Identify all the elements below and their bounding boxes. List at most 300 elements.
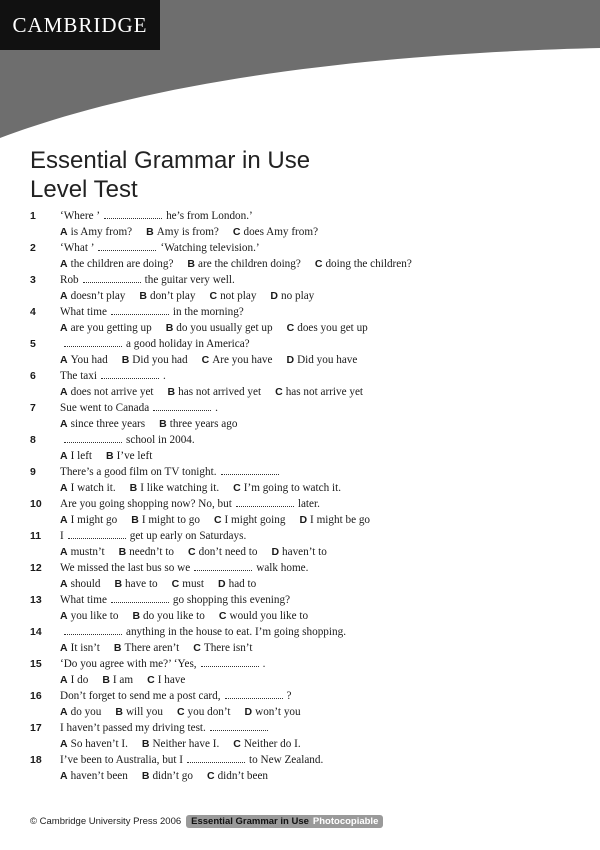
answer-option bbox=[218, 578, 256, 590]
option-letter: B bbox=[139, 290, 147, 302]
stem-before-text: I haven’t passed my driving test. bbox=[60, 722, 206, 734]
stem-before-text: What time bbox=[60, 594, 107, 606]
option-letter: D bbox=[271, 546, 280, 558]
answer-option bbox=[245, 706, 301, 718]
answer-option bbox=[233, 482, 341, 494]
answer-options bbox=[60, 449, 166, 463]
answer-option bbox=[207, 770, 268, 782]
option-letter: A bbox=[60, 322, 68, 334]
question-number: 14 bbox=[30, 626, 42, 638]
answer-option bbox=[114, 578, 157, 590]
option-text: you don’t bbox=[187, 706, 231, 718]
answer-options bbox=[60, 513, 384, 527]
answer-option bbox=[60, 674, 88, 686]
question-number: 13 bbox=[30, 594, 42, 606]
stem-before-text: Rob bbox=[60, 274, 79, 286]
option-text: three years ago bbox=[169, 418, 238, 430]
answer-blank bbox=[64, 338, 122, 347]
answer-option bbox=[60, 258, 173, 270]
answer-options bbox=[60, 705, 315, 719]
option-letter: B bbox=[167, 386, 176, 398]
option-letter: C bbox=[176, 706, 185, 718]
stem-before-text: ‘Where ’ bbox=[60, 210, 101, 222]
answer-option bbox=[60, 642, 100, 654]
option-letter: D bbox=[244, 706, 253, 718]
answer-option bbox=[168, 386, 262, 398]
stem-before-text: Are you going shopping now? No, but bbox=[60, 498, 232, 510]
option-letter: A bbox=[60, 578, 68, 590]
option-text: would you like to bbox=[229, 610, 309, 622]
question-stem bbox=[60, 753, 323, 767]
option-letter: A bbox=[60, 258, 68, 270]
question-stem bbox=[60, 625, 346, 639]
question-number: 10 bbox=[30, 498, 42, 510]
option-letter: B bbox=[102, 674, 110, 686]
option-letter: B bbox=[114, 578, 123, 590]
question-number: 18 bbox=[30, 754, 42, 766]
option-text: I’ve left bbox=[116, 450, 153, 462]
question-item bbox=[30, 401, 570, 433]
option-letter: A bbox=[60, 642, 68, 654]
question-item bbox=[30, 753, 570, 785]
answer-option bbox=[166, 322, 273, 334]
question-stem bbox=[60, 241, 260, 255]
question-number: 17 bbox=[30, 722, 42, 734]
stem-before-text: I bbox=[60, 530, 64, 542]
stem-after-text: in the morning? bbox=[172, 306, 244, 318]
option-letter: C bbox=[209, 290, 218, 302]
option-letter: B bbox=[141, 738, 150, 750]
option-text: I might go bbox=[70, 514, 118, 526]
option-letter: B bbox=[187, 258, 196, 270]
option-letter: B bbox=[146, 226, 154, 238]
stem-before-text: I’ve been to Australia, but I bbox=[60, 754, 184, 766]
question-number: 2 bbox=[30, 242, 36, 254]
option-letter: B bbox=[118, 546, 127, 558]
option-text: are you getting up bbox=[70, 322, 152, 334]
footer bbox=[30, 814, 383, 828]
question-item bbox=[30, 241, 570, 273]
answer-blank bbox=[210, 722, 268, 731]
option-text: you like to bbox=[70, 610, 119, 622]
option-letter: C bbox=[286, 322, 295, 334]
option-letter: C bbox=[233, 738, 241, 750]
option-text: have to bbox=[125, 578, 158, 590]
option-text: I do bbox=[70, 674, 89, 686]
stem-after-text: he’s from London.’ bbox=[166, 210, 253, 222]
question-stem bbox=[60, 305, 244, 319]
answer-blank bbox=[68, 530, 126, 539]
option-text: I like watching it. bbox=[140, 482, 220, 494]
stem-before-text: What time bbox=[60, 306, 107, 318]
option-letter: A bbox=[60, 354, 68, 366]
answer-option bbox=[271, 546, 326, 558]
option-text: There aren’t bbox=[124, 642, 180, 654]
option-text: had to bbox=[228, 578, 257, 590]
option-text: are the children doing? bbox=[198, 258, 301, 270]
option-text: I might going bbox=[224, 514, 286, 526]
answer-blank bbox=[221, 466, 279, 475]
answer-options bbox=[60, 673, 199, 687]
answer-blank bbox=[111, 594, 169, 603]
option-letter: C bbox=[233, 482, 241, 494]
option-text: don’t need to bbox=[198, 546, 258, 558]
answer-option bbox=[275, 386, 363, 398]
option-text: I left bbox=[70, 450, 93, 462]
stem-before-text: ‘Do you agree with me?’ ‘Yes, bbox=[60, 658, 197, 670]
option-letter: A bbox=[60, 610, 68, 622]
answer-option bbox=[60, 514, 117, 526]
answer-option bbox=[214, 514, 286, 526]
question-number: 1 bbox=[30, 210, 36, 222]
option-text: will you bbox=[125, 706, 163, 718]
option-letter: C bbox=[218, 610, 227, 622]
question-stem bbox=[60, 721, 272, 735]
option-text: does not arrive yet bbox=[70, 386, 154, 398]
stem-after-text: . bbox=[215, 402, 218, 414]
option-text: must bbox=[182, 578, 205, 590]
answer-option bbox=[270, 290, 314, 302]
option-letter: A bbox=[60, 290, 68, 302]
answer-option bbox=[60, 226, 132, 238]
option-text: It isn’t bbox=[70, 642, 100, 654]
question-stem bbox=[60, 497, 320, 511]
option-letter: D bbox=[286, 354, 295, 366]
stem-after-text: to New Zealand. bbox=[249, 754, 324, 766]
question-stem bbox=[60, 369, 166, 383]
answer-blank bbox=[153, 402, 211, 411]
question-stem bbox=[60, 273, 235, 287]
answer-option bbox=[60, 322, 152, 334]
answer-option bbox=[60, 290, 125, 302]
stem-after-text: later. bbox=[297, 498, 320, 510]
option-letter: C bbox=[188, 546, 196, 558]
option-text: haven’t to bbox=[282, 546, 327, 558]
option-letter: C bbox=[213, 514, 222, 526]
answer-option bbox=[177, 706, 231, 718]
option-text: Neither do I. bbox=[243, 738, 301, 750]
answer-blank bbox=[104, 210, 162, 219]
answer-option bbox=[60, 354, 108, 366]
option-letter: A bbox=[60, 226, 68, 238]
option-text: do you bbox=[70, 706, 102, 718]
option-text: the children are doing? bbox=[70, 258, 174, 270]
stem-after-text: a good holiday in America? bbox=[126, 338, 250, 350]
option-text: didn’t been bbox=[217, 770, 268, 782]
answer-option bbox=[115, 706, 163, 718]
answer-option bbox=[219, 610, 308, 622]
option-text: So haven’t I. bbox=[70, 738, 128, 750]
option-text: I watch it. bbox=[70, 482, 116, 494]
question-stem bbox=[60, 209, 253, 223]
stem-after-text: get up early on Saturdays. bbox=[129, 530, 247, 542]
question-number: 5 bbox=[30, 338, 36, 350]
option-text: You had bbox=[70, 354, 108, 366]
option-text: is Amy from? bbox=[70, 226, 133, 238]
option-letter: C bbox=[232, 226, 241, 238]
option-letter: B bbox=[141, 770, 150, 782]
stem-after-text: anything in the house to eat. I’m going shopping. bbox=[126, 626, 346, 638]
answer-option bbox=[132, 610, 204, 622]
question-number: 12 bbox=[30, 562, 42, 574]
answer-option bbox=[131, 514, 200, 526]
answer-option bbox=[114, 642, 179, 654]
answer-options bbox=[60, 737, 315, 751]
answer-options bbox=[60, 353, 371, 367]
question-stem bbox=[60, 689, 292, 703]
answer-option bbox=[202, 354, 273, 366]
answer-options bbox=[60, 577, 270, 591]
answer-option bbox=[315, 258, 412, 270]
question-item bbox=[30, 465, 570, 497]
question-item bbox=[30, 561, 570, 593]
option-letter: A bbox=[60, 546, 68, 558]
option-letter: A bbox=[60, 386, 68, 398]
answer-option bbox=[102, 674, 133, 686]
answer-option bbox=[60, 770, 128, 782]
option-letter: B bbox=[106, 450, 114, 462]
answer-option bbox=[60, 738, 128, 750]
option-text: since three years bbox=[70, 418, 146, 430]
option-text: I might be go bbox=[310, 514, 371, 526]
option-letter: D bbox=[218, 578, 226, 590]
option-letter: A bbox=[60, 674, 68, 686]
option-letter: B bbox=[115, 706, 123, 718]
option-letter: B bbox=[129, 482, 138, 494]
question-item bbox=[30, 273, 570, 305]
answer-option bbox=[159, 418, 237, 430]
question-number: 15 bbox=[30, 658, 42, 670]
question-item bbox=[30, 657, 570, 689]
option-letter: A bbox=[60, 450, 68, 462]
question-item bbox=[30, 593, 570, 625]
answer-option bbox=[193, 642, 252, 654]
option-letter: D bbox=[299, 514, 308, 526]
copyright-text: © Cambridge University Press 2006 bbox=[30, 815, 182, 827]
option-letter: C bbox=[193, 642, 201, 654]
footer-badge bbox=[186, 815, 383, 828]
answer-options bbox=[60, 769, 282, 783]
option-letter: B bbox=[132, 610, 141, 622]
answer-options bbox=[60, 481, 355, 495]
question-item bbox=[30, 529, 570, 561]
option-text: has not arrived yet bbox=[178, 386, 262, 398]
option-letter: A bbox=[60, 706, 68, 718]
question-stem bbox=[60, 433, 195, 447]
question-number: 4 bbox=[30, 306, 36, 318]
question-stem bbox=[60, 529, 246, 543]
answer-option bbox=[287, 322, 368, 334]
question-number: 9 bbox=[30, 466, 36, 478]
answer-option bbox=[60, 546, 105, 558]
answer-blank bbox=[83, 274, 141, 283]
stem-after-text: the guitar very well. bbox=[144, 274, 235, 286]
option-letter: C bbox=[201, 354, 210, 366]
option-letter: C bbox=[275, 386, 283, 398]
question-item bbox=[30, 625, 570, 657]
stem-before-text: Sue went to Canada bbox=[60, 402, 150, 414]
answer-blank bbox=[101, 370, 159, 379]
option-text: doing the children? bbox=[325, 258, 412, 270]
option-text: Neither have I. bbox=[152, 738, 220, 750]
answer-options bbox=[60, 321, 382, 335]
option-letter: B bbox=[121, 354, 130, 366]
option-letter: C bbox=[147, 674, 155, 686]
answer-option bbox=[60, 706, 101, 718]
option-letter: B bbox=[165, 322, 174, 334]
answer-option bbox=[130, 482, 220, 494]
answer-blank bbox=[236, 498, 294, 507]
option-letter: A bbox=[60, 482, 68, 494]
answer-blank bbox=[225, 690, 283, 699]
answer-blank bbox=[201, 658, 259, 667]
answer-options bbox=[60, 225, 332, 239]
option-text: I’m going to watch it. bbox=[243, 482, 342, 494]
option-letter: C bbox=[206, 770, 215, 782]
answer-option bbox=[146, 226, 219, 238]
footer-book-title: Essential Grammar in Use bbox=[191, 815, 309, 827]
question-item bbox=[30, 209, 570, 241]
option-letter: C bbox=[314, 258, 323, 270]
option-text: There isn’t bbox=[203, 642, 253, 654]
answer-option bbox=[122, 354, 188, 366]
stem-after-text: . bbox=[262, 658, 266, 670]
answer-blank bbox=[111, 306, 169, 315]
answer-option bbox=[233, 226, 318, 238]
option-text: do you usually get up bbox=[176, 322, 273, 334]
stem-after-text: school in 2004. bbox=[126, 434, 195, 446]
option-text: Amy is from? bbox=[156, 226, 219, 238]
stem-before-text: The taxi bbox=[60, 370, 97, 382]
answer-options bbox=[60, 385, 377, 399]
question-number: 6 bbox=[30, 370, 36, 382]
question-item bbox=[30, 433, 570, 465]
answer-blank bbox=[187, 754, 245, 763]
answer-option bbox=[142, 738, 219, 750]
title-line-2: Level Test bbox=[30, 176, 138, 203]
stem-after-text: walk home. bbox=[256, 562, 309, 574]
option-text: doesn’t play bbox=[70, 290, 126, 302]
option-text: not play bbox=[220, 290, 257, 302]
answer-option bbox=[147, 674, 185, 686]
question-stem bbox=[60, 657, 265, 671]
stem-before-text: ‘What ’ bbox=[60, 242, 95, 254]
option-letter: C bbox=[171, 578, 180, 590]
answer-option bbox=[233, 738, 300, 750]
answer-options bbox=[60, 289, 328, 303]
answer-option bbox=[142, 770, 193, 782]
title-line-1: Essential Grammar in Use bbox=[30, 147, 311, 174]
answer-options bbox=[60, 257, 426, 271]
answer-option bbox=[60, 482, 116, 494]
stem-after-text: . bbox=[162, 370, 166, 382]
option-letter: A bbox=[60, 514, 68, 526]
question-number: 11 bbox=[30, 530, 42, 542]
stem-before-text: Don’t forget to send me a post card, bbox=[60, 690, 221, 702]
photocopiable-label: Photocopiable bbox=[312, 815, 379, 827]
option-text: I am bbox=[112, 674, 134, 686]
answer-blank bbox=[194, 562, 252, 571]
option-letter: D bbox=[270, 290, 279, 302]
option-text: needn’t to bbox=[129, 546, 175, 558]
option-text: I have bbox=[157, 674, 186, 686]
question-number: 8 bbox=[30, 434, 36, 446]
option-text: Did you had bbox=[132, 354, 188, 366]
answer-option bbox=[60, 610, 118, 622]
logo-text: CAMBRIDGE bbox=[12, 12, 148, 37]
cambridge-logo bbox=[0, 0, 160, 50]
question-item bbox=[30, 305, 570, 337]
question-item bbox=[30, 689, 570, 721]
option-text: has not arrive yet bbox=[285, 386, 364, 398]
answer-option bbox=[119, 546, 174, 558]
option-text: Did you have bbox=[297, 354, 358, 366]
option-text: does Amy from? bbox=[243, 226, 319, 238]
option-text: didn’t go bbox=[152, 770, 193, 782]
option-text: does you get up bbox=[297, 322, 368, 334]
question-stem bbox=[60, 561, 308, 575]
answer-option bbox=[172, 578, 204, 590]
question-number: 3 bbox=[30, 274, 36, 286]
option-letter: A bbox=[60, 418, 68, 430]
option-text: don’t play bbox=[149, 290, 196, 302]
question-list bbox=[30, 209, 570, 785]
option-text: I might to go bbox=[141, 514, 200, 526]
question-stem bbox=[60, 593, 290, 607]
question-item bbox=[30, 721, 570, 753]
answer-blank bbox=[64, 626, 122, 635]
answer-options bbox=[60, 609, 322, 623]
option-letter: B bbox=[131, 514, 139, 526]
stem-before-text: We missed the last bus so we bbox=[60, 562, 191, 574]
stem-after-text: ‘Watching television.’ bbox=[160, 242, 260, 254]
answer-blank bbox=[98, 242, 156, 251]
answer-option bbox=[286, 354, 357, 366]
option-text: won’t you bbox=[255, 706, 301, 718]
stem-after-text: ? bbox=[286, 690, 292, 702]
option-text: do you like to bbox=[143, 610, 205, 622]
answer-option bbox=[188, 546, 257, 558]
question-item bbox=[30, 369, 570, 401]
answer-option bbox=[60, 418, 145, 430]
answer-option bbox=[60, 578, 100, 590]
page-title bbox=[30, 146, 310, 204]
question-stem bbox=[60, 465, 283, 479]
option-letter: A bbox=[60, 770, 68, 782]
answer-option bbox=[187, 258, 300, 270]
answer-blank bbox=[64, 434, 122, 443]
option-letter: B bbox=[159, 418, 167, 430]
stem-after-text: go shopping this evening? bbox=[172, 594, 291, 606]
question-number: 16 bbox=[30, 690, 42, 702]
answer-options bbox=[60, 641, 266, 655]
answer-option bbox=[60, 386, 154, 398]
stem-before-text: There’s a good film on TV tonight. bbox=[60, 466, 217, 478]
option-letter: A bbox=[60, 738, 68, 750]
answer-option bbox=[139, 290, 195, 302]
answer-option bbox=[299, 514, 370, 526]
answer-options bbox=[60, 417, 251, 431]
option-text: Are you have bbox=[212, 354, 273, 366]
question-item bbox=[30, 337, 570, 369]
option-text: mustn’t bbox=[70, 546, 105, 558]
question-stem bbox=[60, 401, 218, 415]
answer-option bbox=[209, 290, 256, 302]
option-letter: B bbox=[113, 642, 122, 654]
answer-option bbox=[60, 450, 92, 462]
question-number: 7 bbox=[30, 402, 36, 414]
option-text: no play bbox=[281, 290, 315, 302]
